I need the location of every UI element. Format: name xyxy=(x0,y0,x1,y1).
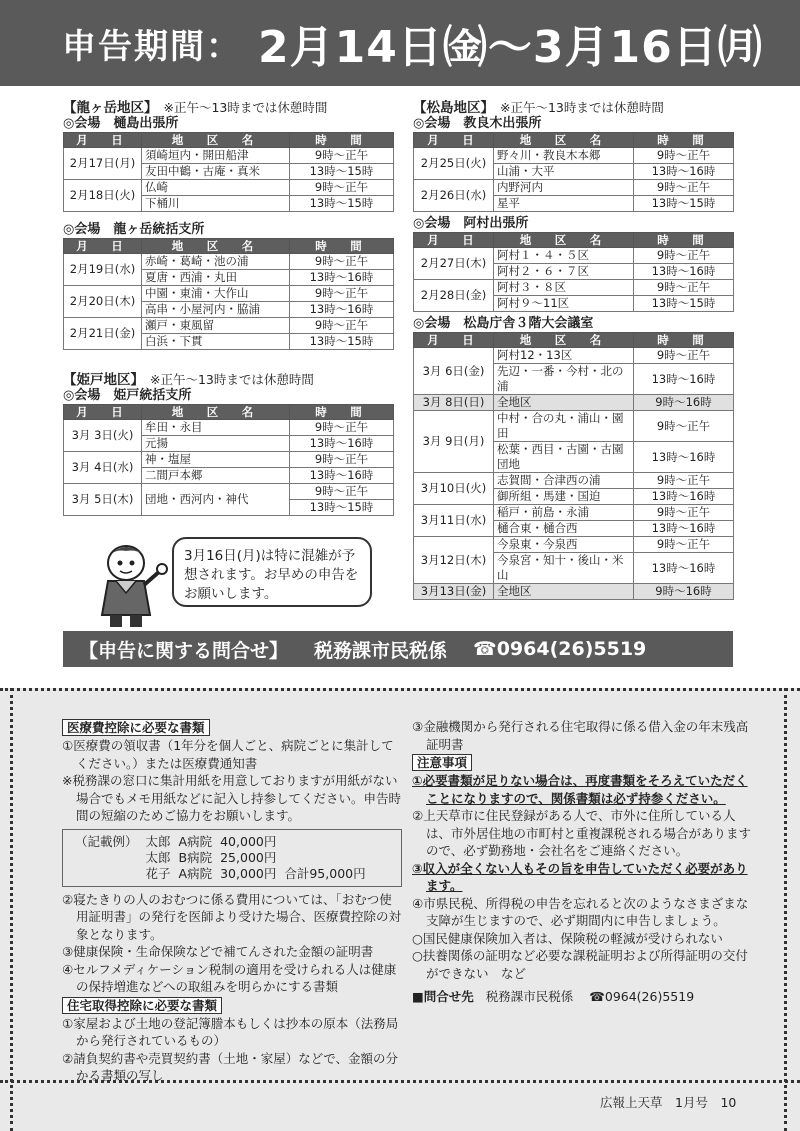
dotted-border-top xyxy=(0,688,800,691)
col-date: 月 日 xyxy=(64,239,142,254)
example-total xyxy=(280,834,369,850)
table-row-area: 高串・小屋河内・脇浦 xyxy=(142,302,290,318)
table-row-time: 9時〜正午 xyxy=(634,537,734,553)
table-row-time: 13時〜16時 xyxy=(634,164,734,180)
col-date: 月 日 xyxy=(414,133,494,148)
table-row-area: 阿村３・８区 xyxy=(494,280,634,296)
table-row-time: 13時〜16時 xyxy=(634,442,734,473)
venue-name: ◎会場 松島庁舎３階大会議室 xyxy=(413,316,594,331)
col-time: 時 間 xyxy=(634,333,734,348)
table-row-area: 全地区 xyxy=(494,395,634,411)
table-row-area: 白浜・下貫 xyxy=(142,334,290,350)
table-row-time: 9時〜正午 xyxy=(290,318,394,334)
col-time: 時 間 xyxy=(290,133,394,148)
contact-dept: 税務課市民税係 xyxy=(314,639,448,662)
table-row-time: 9時〜正午 xyxy=(634,248,734,264)
contact-line xyxy=(412,988,752,1006)
schedule-table xyxy=(63,404,394,516)
table-row-time: 13時〜15時 xyxy=(634,296,734,312)
venue-name: ◎会場 樋島出張所 xyxy=(63,116,179,131)
table-row-time: 9時〜正午 xyxy=(290,420,394,436)
table-row-area: 神・塩屋 xyxy=(142,452,290,468)
table-row-time: 9時〜正午 xyxy=(290,452,394,468)
table-row-area: 全地区 xyxy=(494,584,634,600)
table-row-date: 2月18日(火) xyxy=(64,180,142,212)
table-row-area: 中村・合の丸・浦山・園田 xyxy=(494,411,634,442)
table-row-time: 9時〜16時 xyxy=(634,584,734,600)
col-area: 地 区 名 xyxy=(494,233,634,248)
table-row-date: 2月26日(水) xyxy=(414,180,494,212)
table-row-area: 今泉宮・知十・後山・米山 xyxy=(494,553,634,584)
contact2-phone: ☎0964(26)5519 xyxy=(589,989,695,1004)
list-item: ①必要書類が足りない場合は、再度書類をそろえていただくことになりますので、関係書類は必ず持参ください。 xyxy=(412,773,748,806)
table-row-time: 9時〜正午 xyxy=(634,348,734,364)
contact2-dept: 税務課市民税係 xyxy=(485,989,574,1004)
table-row-date: 3月10日(火) xyxy=(414,473,494,505)
table-row-date: 3月 4日(水) xyxy=(64,452,142,484)
table-row-area: 赤崎・葛崎・池の浦 xyxy=(142,254,290,270)
table-row-date: 2月21日(金) xyxy=(64,318,142,350)
mascot-illustration xyxy=(86,541,172,629)
table-row-date: 3月11日(水) xyxy=(414,505,494,537)
table-row-time: 13時〜16時 xyxy=(290,270,394,286)
list-item: ①家屋および土地の登記簿謄本もしくは抄本の原本（法務局から発行されているもの） xyxy=(62,1015,399,1048)
list-item: ①医療費の領収書（1年分を個人ごと、病院ごとに集計してください。）または医療費通知書 xyxy=(62,738,394,771)
example-amount: 30,000円 xyxy=(220,865,277,881)
table-row-area: 松葉・西目・古園・古園団地 xyxy=(494,442,634,473)
col-date: 月 日 xyxy=(414,233,494,248)
table-row-date: 2月27日(木) xyxy=(414,248,494,280)
list-item: ○国民健康保険加入者は、保険税の軽減が受けられない xyxy=(412,930,723,946)
section-head-notes: 注意事項 xyxy=(412,754,472,771)
table-row-date: 2月19日(水) xyxy=(64,254,142,286)
table-row-area: 中園・東浦・大作山 xyxy=(142,286,290,302)
example-box xyxy=(62,829,402,887)
table-row-time: 13時〜16時 xyxy=(290,436,394,452)
header-banner xyxy=(0,0,800,86)
table-row-area: 樋合東・樋合西 xyxy=(494,521,634,537)
table-row-time: 13時〜15時 xyxy=(290,500,394,516)
table-row-area: 須崎垣内・開田船津 xyxy=(142,148,290,164)
table-row-time: 13時〜15時 xyxy=(290,334,394,350)
table-row-time: 13時〜15時 xyxy=(290,164,394,180)
table-row-area: 野々川・教良木本郷 xyxy=(494,148,634,164)
contact-label: 【申告に関する問合せ】 xyxy=(79,639,289,662)
col-date: 月 日 xyxy=(64,133,142,148)
banner-period: 2月14日㈮〜3月16日㈪ xyxy=(258,22,763,73)
contact2-label: ■問合せ先 xyxy=(412,989,474,1004)
table-row-time: 13時〜15時 xyxy=(290,196,394,212)
col-date: 月 日 xyxy=(414,333,494,348)
table-row-area: 星平 xyxy=(494,196,634,212)
list-item: ④セルフメディケーション税制の適用を受けられる人は健康の保持増進などへの取組みを明らかにする書類 xyxy=(62,961,397,994)
list-item: ③金融機関から発行される住宅取得に係る借入金の年末残高証明書 xyxy=(412,719,749,752)
table-row-date: 2月28日(金) xyxy=(414,280,494,312)
schedule-table xyxy=(413,332,734,600)
example-amount: 25,000円 xyxy=(220,849,277,865)
table-row-area: 阿村１・４・５区 xyxy=(494,248,634,264)
list-item: ②寝たきりの人のおむつに係る費用については、「おむつ使用証明書」の発行を医師より受けた場合、医療費控除の対象となります。 xyxy=(62,891,402,942)
example-name: 太郎 xyxy=(145,833,171,849)
example-total xyxy=(280,850,369,866)
col-time: 時 間 xyxy=(290,239,394,254)
col-area: 地 区 名 xyxy=(142,405,290,420)
table-row-date: 2月17日(月) xyxy=(64,148,142,180)
speech-bubble: 3月16日(月)は特に混雑が予想されます。お早めの申告をお願いします。 xyxy=(172,537,372,607)
col-area: 地 区 名 xyxy=(494,133,634,148)
table-row-time: 13時〜16時 xyxy=(634,264,734,280)
venue-name: ◎会場 教良木出張所 xyxy=(413,116,542,131)
table-row-time: 13時〜16時 xyxy=(634,364,734,395)
example-total: 合計95,000円 xyxy=(284,865,366,881)
table-row-area: 阿村12・13区 xyxy=(494,348,634,364)
list-item: ②請負契約書や売買契約書（土地・家屋）などで、金額の分かる書類の写し xyxy=(62,1050,398,1083)
table-row-area: 阿村９〜11区 xyxy=(494,296,634,312)
col-time: 時 間 xyxy=(634,233,734,248)
table-row-date: 2月25日(火) xyxy=(414,148,494,180)
banner-label: 申告期間： xyxy=(62,26,242,67)
example-hospital: A病院 xyxy=(178,833,213,849)
district-title: 【松島地区】 xyxy=(413,100,494,116)
table-row-time: 9時〜正午 xyxy=(290,484,394,500)
schedule-table xyxy=(63,238,394,350)
district-ryugatake xyxy=(63,100,393,350)
table-row-time: 9時〜正午 xyxy=(290,148,394,164)
section-head-medical: 医療費控除に必要な書類 xyxy=(62,719,210,736)
table-row-area: 二間戸本郷 xyxy=(142,468,290,484)
example-amount: 40,000円 xyxy=(220,833,277,849)
list-item: ④市県民税、所得税の申告を忘れると次のようなさまざまな支障が生じますので、必ず期間内に申告しましょう。 xyxy=(412,895,749,928)
district-note: ※正午〜13時までは休憩時間 xyxy=(163,100,328,115)
table-row-date: 3月 8日(日) xyxy=(414,395,494,411)
table-row-time: 13時〜16時 xyxy=(634,489,734,505)
contact-phone: ☎0964(26)5519 xyxy=(473,638,647,660)
schedule-table xyxy=(63,132,394,212)
table-row-time: 9時〜16時 xyxy=(634,395,734,411)
dotted-border-right xyxy=(784,688,787,1131)
table-row-area: 夏唐・西浦・丸田 xyxy=(142,270,290,286)
example-name: 花子 xyxy=(145,865,171,881)
table-row-time: 9時〜正午 xyxy=(634,505,734,521)
list-item: ②上天草市に住民登録がある人で、市外に住所している人は、市外居住地の市町村と重複課税される場合がありますので、必ず勤務地・会社名をご連絡ください。 xyxy=(412,808,752,858)
district-himedo xyxy=(63,372,393,516)
example-label: （記載例） xyxy=(75,833,138,849)
table-row-time: 13時〜15時 xyxy=(634,196,734,212)
example-hospital: A病院 xyxy=(178,865,213,881)
district-note: ※正午〜13時までは休憩時間 xyxy=(150,372,314,387)
list-item: ③健康保険・生命保険などで補てんされた金額の証明書 xyxy=(62,944,374,959)
page-footer: 広報上天草 1月号 10 xyxy=(600,1095,737,1110)
table-row-area: 今泉東・今泉西 xyxy=(494,537,634,553)
table-row-time: 9時〜正午 xyxy=(634,148,734,164)
contact-bar xyxy=(63,631,733,667)
table-row-time: 9時〜正午 xyxy=(634,180,734,196)
col-area: 地 区 名 xyxy=(142,133,290,148)
table-row-area: 阿村２・６・７区 xyxy=(494,264,634,280)
venue-name: ◎会場 阿村出張所 xyxy=(413,216,529,231)
table-row-time: 13時〜16時 xyxy=(634,553,734,584)
table-row-area: 団地・西河内・神代 xyxy=(142,484,290,516)
list-item: ※税務課の窓口に集計用紙を用意しておりますが用紙がない場合でもメモ用紙などに記入し持参してください。申告時間の短縮のためご協力をお願いします。 xyxy=(62,773,402,823)
table-row-time: 13時〜16時 xyxy=(290,302,394,318)
list-item: ③収入が全くない人もその旨を申告していただく必要があります。 xyxy=(412,860,748,893)
table-row-date: 3月 5日(木) xyxy=(64,484,142,516)
table-row-area: 稲戸・前島・永浦 xyxy=(494,505,634,521)
list-item: ○扶養関係の証明など必要な課税証明および所得証明の交付ができない など xyxy=(412,948,748,981)
table-row-area: 牟田・永目 xyxy=(142,420,290,436)
table-row-date: 3月 3日(火) xyxy=(64,420,142,452)
table-row-time: 13時〜16時 xyxy=(634,521,734,537)
right-column xyxy=(412,718,752,1006)
table-row-area: 友田中鶴・古庵・真米 xyxy=(142,164,290,180)
table-row-area: 先辺・一番・今村・北の浦 xyxy=(494,364,634,395)
table-row-area: 志賀間・合津西の浦 xyxy=(494,473,634,489)
col-area: 地 区 名 xyxy=(142,239,290,254)
table-row-area: 内野河内 xyxy=(494,180,634,196)
col-area: 地 区 名 xyxy=(494,333,634,348)
col-time: 時 間 xyxy=(290,405,394,420)
district-title: 【龍ヶ岳地区】 xyxy=(63,100,158,116)
venue-name: ◎会場 龍ヶ岳統括支所 xyxy=(63,222,205,237)
venue-name: ◎会場 姫戸統括支所 xyxy=(63,388,192,403)
schedule-table xyxy=(413,132,734,212)
table-row-area: 下桶川 xyxy=(142,196,290,212)
section-head-housing: 住宅取得控除に必要な書類 xyxy=(62,997,222,1014)
table-row-time: 9時〜正午 xyxy=(290,286,394,302)
example-name: 太郎 xyxy=(145,849,171,865)
left-column xyxy=(62,718,402,1085)
district-title: 【姫戸地区】 xyxy=(63,372,144,388)
table-row-time: 9時〜正午 xyxy=(634,473,734,489)
example-hospital: B病院 xyxy=(178,849,213,865)
table-row-time: 13時〜16時 xyxy=(290,468,394,484)
dotted-border-left xyxy=(10,688,13,1131)
table-row-area: 御所組・馬建・国迫 xyxy=(494,489,634,505)
table-row-date: 3月13日(金) xyxy=(414,584,494,600)
schedule-table xyxy=(413,232,734,312)
table-row-area: 元揚 xyxy=(142,436,290,452)
table-row-time: 9時〜正午 xyxy=(290,180,394,196)
table-row-area: 仏崎 xyxy=(142,180,290,196)
table-row-date: 3月 9日(月) xyxy=(414,411,494,473)
table-row-time: 9時〜正午 xyxy=(290,254,394,270)
table-row-date: 2月20日(木) xyxy=(64,286,142,318)
table-row-area: 山浦・大平 xyxy=(494,164,634,180)
col-time: 時 間 xyxy=(634,133,734,148)
table-row-time: 9時〜正午 xyxy=(634,411,734,442)
col-date: 月 日 xyxy=(64,405,142,420)
district-matsushima xyxy=(413,100,733,600)
table-row-area: 瀬戸・東風留 xyxy=(142,318,290,334)
table-row-time: 9時〜正午 xyxy=(634,280,734,296)
district-note: ※正午〜13時までは休憩時間 xyxy=(500,100,664,115)
table-row-date: 3月 6日(金) xyxy=(414,348,494,395)
table-row-date: 3月12日(木) xyxy=(414,537,494,584)
